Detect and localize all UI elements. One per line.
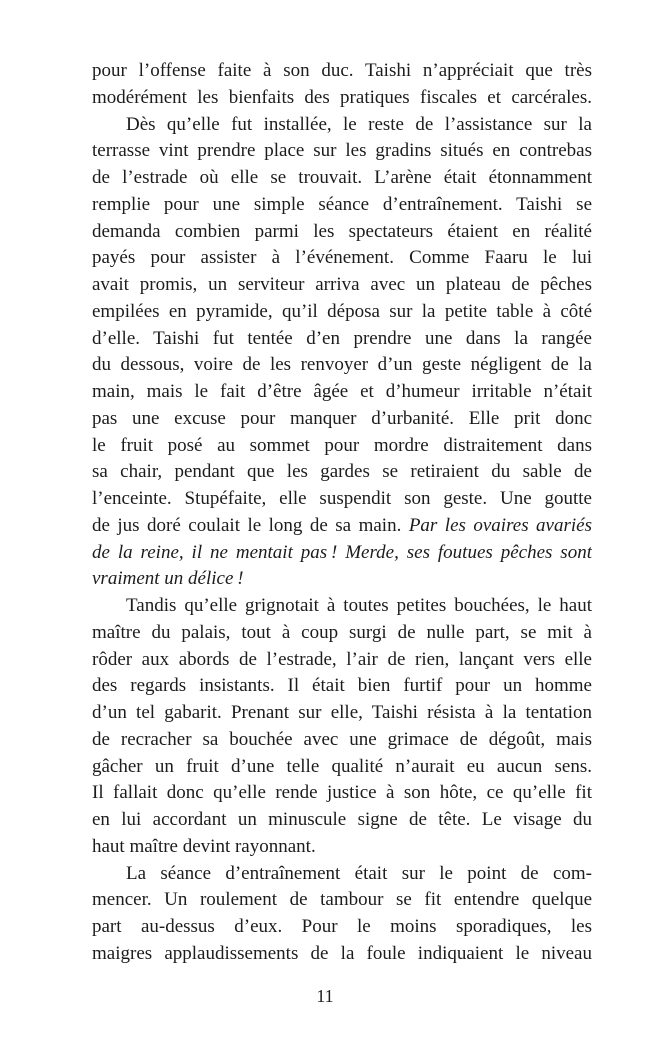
text-run-italic: de la reine, il ne mentait pas ! Merde, ses foutues pêches sont: [92, 541, 592, 563]
text-run: payés pour assister à l’événement. Comme Faaru le lui: [92, 247, 592, 269]
text-line: [92, 219, 592, 246]
text-run: en lui accordant un minuscule signe de tête. Le visage du: [92, 809, 592, 830]
text-line: [92, 941, 592, 968]
text-run: demanda combien parmi les spectateurs étaient en réalité: [92, 220, 592, 242]
text-line: [92, 754, 592, 781]
text-run: terrasse vint prendre place sur les gradins situés en contrebas: [92, 140, 592, 162]
text-line: [92, 513, 592, 540]
text-line: [92, 620, 592, 647]
text-line: [92, 647, 592, 674]
text-block: [92, 58, 592, 968]
text-run: d’elle. Taishi fut tentée d’en prendre une dans la rangée: [92, 327, 592, 349]
text-line: [92, 540, 592, 567]
text-run: mencer. Un roulement de tambour se fit entendre quelque: [92, 889, 592, 911]
text-line: [92, 887, 592, 914]
text-run-italic: vraiment un délice !: [92, 568, 244, 590]
text-run: Il fallait donc qu’elle rende justice à son hôte, ce qu’elle fit: [92, 782, 592, 804]
text-line: [92, 352, 592, 379]
text-line: [92, 165, 592, 192]
text-run: avait promis, un serviteur arriva avec un plateau de pêches: [92, 274, 592, 295]
text-run: La séance d’entraînement était sur le point de com-: [126, 862, 592, 884]
text-line: [92, 459, 592, 486]
text-run: empilées en pyramide, qu’il déposa sur la petite table à côté: [92, 300, 592, 322]
text-run: Tandis qu’elle grignotait à toutes petites bouchées, le haut: [126, 595, 592, 616]
text-run: part au-dessus d’eux. Pour le moins sporadiques, les: [92, 916, 592, 937]
text-line: [92, 85, 592, 112]
text-line: [92, 861, 592, 888]
text-line: [92, 566, 592, 593]
text-run: l’enceinte. Stupéfaite, elle suspendit son geste. Une goutte: [92, 488, 592, 509]
text-run: gâcher un fruit d’une telle qualité n’aurait eu aucun sens.: [92, 755, 592, 777]
text-run-italic: Par les ovaires avariés: [408, 514, 592, 536]
text-line: [92, 299, 592, 326]
text-line: [92, 326, 592, 353]
text-line: [92, 433, 592, 460]
text-line: [92, 272, 592, 299]
text-run: de recracher sa bouchée avec une grimace de dégoût, mais: [92, 728, 592, 750]
text-run: pas une excuse pour manquer d’urbanité. Elle prit donc: [92, 407, 592, 429]
text-line: [92, 673, 592, 700]
text-line: [92, 834, 592, 861]
text-run: remplie pour une simple séance d’entraînement. Taishi se: [92, 193, 592, 215]
text-run: de jus doré coulait le long de sa main.: [92, 514, 409, 536]
text-line: [92, 486, 592, 513]
text-line: [92, 379, 592, 406]
text-line: [92, 112, 592, 139]
text-run: main, mais le fait d’être âgée et d’humeur irritable n’était: [92, 381, 592, 402]
text-run: pour l’offense faite à son duc. Taishi n’appréciait que très: [92, 60, 592, 81]
text-line: [92, 58, 592, 85]
text-run: modérément les bienfaits des pratiques fiscales et carcérales.: [92, 86, 592, 108]
text-run: de l’estrade où elle se trouvait. L’arène était étonnamment: [92, 167, 592, 188]
text-line: [92, 807, 592, 834]
text-line: [92, 192, 592, 219]
text-line: [92, 138, 592, 165]
text-line: [92, 245, 592, 272]
text-run: sa chair, pendant que les gardes se retiraient du sable de: [92, 461, 592, 483]
text-line: [92, 700, 592, 727]
text-run: d’un tel gabarit. Prenant sur elle, Taishi résista à la tentation: [92, 702, 592, 723]
text-line: [92, 406, 592, 433]
text-run: rôder aux abords de l’estrade, l’air de rien, lançant vers elle: [92, 648, 592, 670]
text-line: [92, 593, 592, 620]
text-line: [92, 914, 592, 941]
text-run: du dessous, voire de les renvoyer d’un geste négligent de la: [92, 354, 592, 376]
page-number: 11: [316, 986, 334, 1006]
text-run: des regards insistants. Il était bien furtif pour un homme: [92, 675, 592, 697]
text-run: Dès qu’elle fut installée, le reste de l’assistance sur la: [126, 113, 592, 135]
text-run: le fruit posé au sommet pour mordre distraitement dans: [92, 434, 592, 456]
text-run: maigres applaudissements de la foule indiquaient le niveau: [92, 942, 592, 964]
text-run: haut maître devint rayonnant.: [92, 835, 316, 857]
text-run: maître du palais, tout à coup surgi de nulle part, se mit à: [92, 621, 592, 643]
text-line: [92, 727, 592, 754]
text-line: [92, 780, 592, 807]
